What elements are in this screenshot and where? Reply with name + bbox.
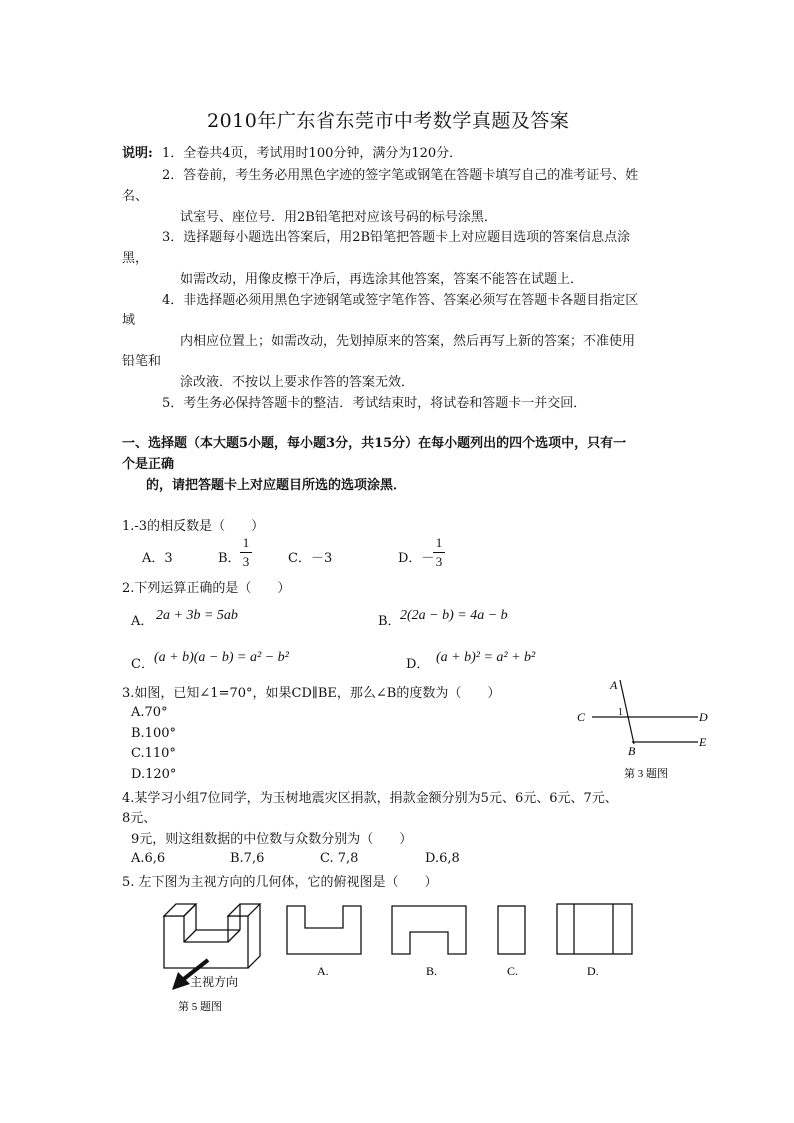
solid-notch-floor-edge: [184, 930, 196, 942]
q2-option-a-label: A．: [131, 614, 154, 629]
q1-b-numerator: 1: [242, 535, 250, 550]
label-b: B: [628, 744, 636, 758]
q1-option-c: C．－3: [288, 551, 333, 566]
page-title: 2010年广东省东莞市中考数学真题及答案: [207, 110, 570, 132]
note-3-line-1: 3．选择题每小题选出答案后，用2B铅笔把答题卡上对应题目选项的答案信息点涂: [162, 230, 631, 245]
q3-figure: [570, 674, 720, 784]
q2-option-d-label: D．: [406, 657, 430, 672]
label-e: E: [699, 735, 707, 749]
q3-option-d: D.120°: [131, 767, 177, 782]
q2-option-b: 2(2a − b) = 4a − b: [400, 608, 508, 623]
option-c-label: C.: [507, 964, 519, 978]
q1-d-denominator: 3: [435, 554, 443, 569]
note-4-line-1: 4．非选择题必须用黑色字迹钢笔或签字笔作答、答案必须写在答题卡各题目指定区: [162, 293, 639, 308]
option-c-shape: [498, 906, 525, 954]
q1-option-d-fraction: [433, 535, 445, 570]
q4-stem-line-3: 9元，则这组数据的中位数与众数分别为（ ）: [131, 832, 413, 847]
option-d-shape: [557, 904, 632, 954]
q1-stem: 1.-3的相反数是（ ）: [122, 519, 265, 534]
view-direction-label: 主视方向: [190, 975, 239, 989]
note-2-line-1: 2．答卷前，考生务必用黑色字迹的签字笔或钢笔在答题卡填写自己的准考证号、姓: [162, 168, 639, 183]
q4-option-c: C. 7,8: [320, 851, 359, 866]
solid-left-prong-top: [164, 904, 196, 916]
q4-stem-line-1: 4.某学习小组7位同学，为玉树地震灾区捐款，捐款金额分别为5元、6元、6元、7元、: [122, 791, 618, 806]
note-2-line-3: 试室号、座位号．用2B铅笔把对应该号码的标号涂黑．: [180, 210, 497, 225]
q4-stem-line-2: 8元、: [122, 811, 157, 826]
option-a-label: A.: [317, 964, 329, 978]
notes-label: 说明:: [122, 146, 153, 161]
section-1-heading-line-3: 的，请把答题卡上对应题目所选的选项涂黑．: [146, 478, 407, 493]
note-4-line-4: 铅笔和: [122, 354, 162, 369]
section-1-heading-line-1: 一、选择题（本大题5小题，每小题3分，共15分）在每小题列出的四个选项中，只有一: [122, 436, 627, 451]
option-d-label: D.: [587, 964, 599, 978]
q2-option-d: (a + b)² = a² + b²: [436, 650, 536, 665]
q5-solid-figure: [160, 898, 270, 1018]
fraction-bar: [240, 552, 252, 553]
label-c: C: [577, 710, 586, 724]
q3-caption: 第 3 题图: [624, 768, 668, 780]
q1-option-d-label: D．－: [398, 551, 435, 566]
solid-right-prong-top: [228, 904, 260, 916]
q2-option-c-label: C．: [131, 657, 154, 672]
fraction-bar: [433, 552, 445, 553]
q3-option-c: C.110°: [131, 746, 176, 761]
note-3-line-3: 如需改动，用像皮檫干净后，再选涂其他答案，答案不能答在试题上．: [180, 272, 584, 287]
note-5: 5．考生务必保持答题卡的整洁．考试结束时，将试卷和答题卡一并交回．: [162, 396, 587, 411]
q2-stem: 2.下列运算正确的是（ ）: [122, 581, 291, 596]
q5-option-b-figure: [390, 904, 470, 979]
option-a-shape: [287, 906, 361, 954]
label-d: D: [699, 710, 708, 724]
note-4-line-2: 域: [122, 313, 136, 328]
q3-option-b: B.100°: [131, 726, 176, 741]
q1-option-b-label: B．: [218, 551, 241, 566]
q4-option-b: B.7,6: [230, 851, 265, 866]
q1-b-denominator: 3: [242, 554, 250, 569]
q2-option-a: 2a + 3b = 5ab: [156, 608, 238, 623]
q1-option-b-fraction: [240, 535, 252, 570]
label-a: A: [610, 678, 618, 692]
note-2-line-2: 名、: [122, 189, 149, 204]
note-4-line-3: 内相应位置上；如需改动，先划掉原来的答案，然后再写上新的答案；不准使用: [180, 334, 636, 349]
q5-option-c-figure: [495, 904, 535, 979]
q5-caption: 第 5 题图: [178, 1001, 222, 1013]
q3-stem: 3.如图，已知∠1=70°，如果CD∥BE，那么∠B的度数为（ ）: [122, 686, 501, 701]
angle-1-label: 1: [618, 707, 623, 718]
option-b-label: B.: [426, 964, 438, 978]
q1-d-numerator: 1: [435, 535, 443, 550]
q2-option-c: (a + b)(a − b) = a² − b²: [154, 650, 289, 665]
q5-option-d-figure: [555, 902, 637, 979]
note-4-line-5: 涂改液．不按以上要求作答的答案无效．: [180, 375, 415, 390]
q4-option-a: A.6,6: [131, 851, 166, 866]
option-b-shape: [392, 906, 466, 954]
q1-option-a: A．3: [142, 551, 173, 566]
note-3-line-2: 黑，: [122, 251, 149, 266]
q5-stem: 5. 左下图为主视方向的几何体，它的俯视图是（ ）: [122, 875, 438, 890]
section-1-heading-line-2: 个是正确: [122, 457, 175, 472]
q2-option-b-label: B．: [378, 614, 401, 629]
q4-option-d: D.6,8: [425, 851, 460, 866]
q5-option-a-figure: [285, 904, 365, 979]
q3-option-a: A.70°: [131, 705, 168, 720]
note-1: 1．全卷共4页，考试用时100分钟，满分为120分．: [162, 146, 463, 161]
